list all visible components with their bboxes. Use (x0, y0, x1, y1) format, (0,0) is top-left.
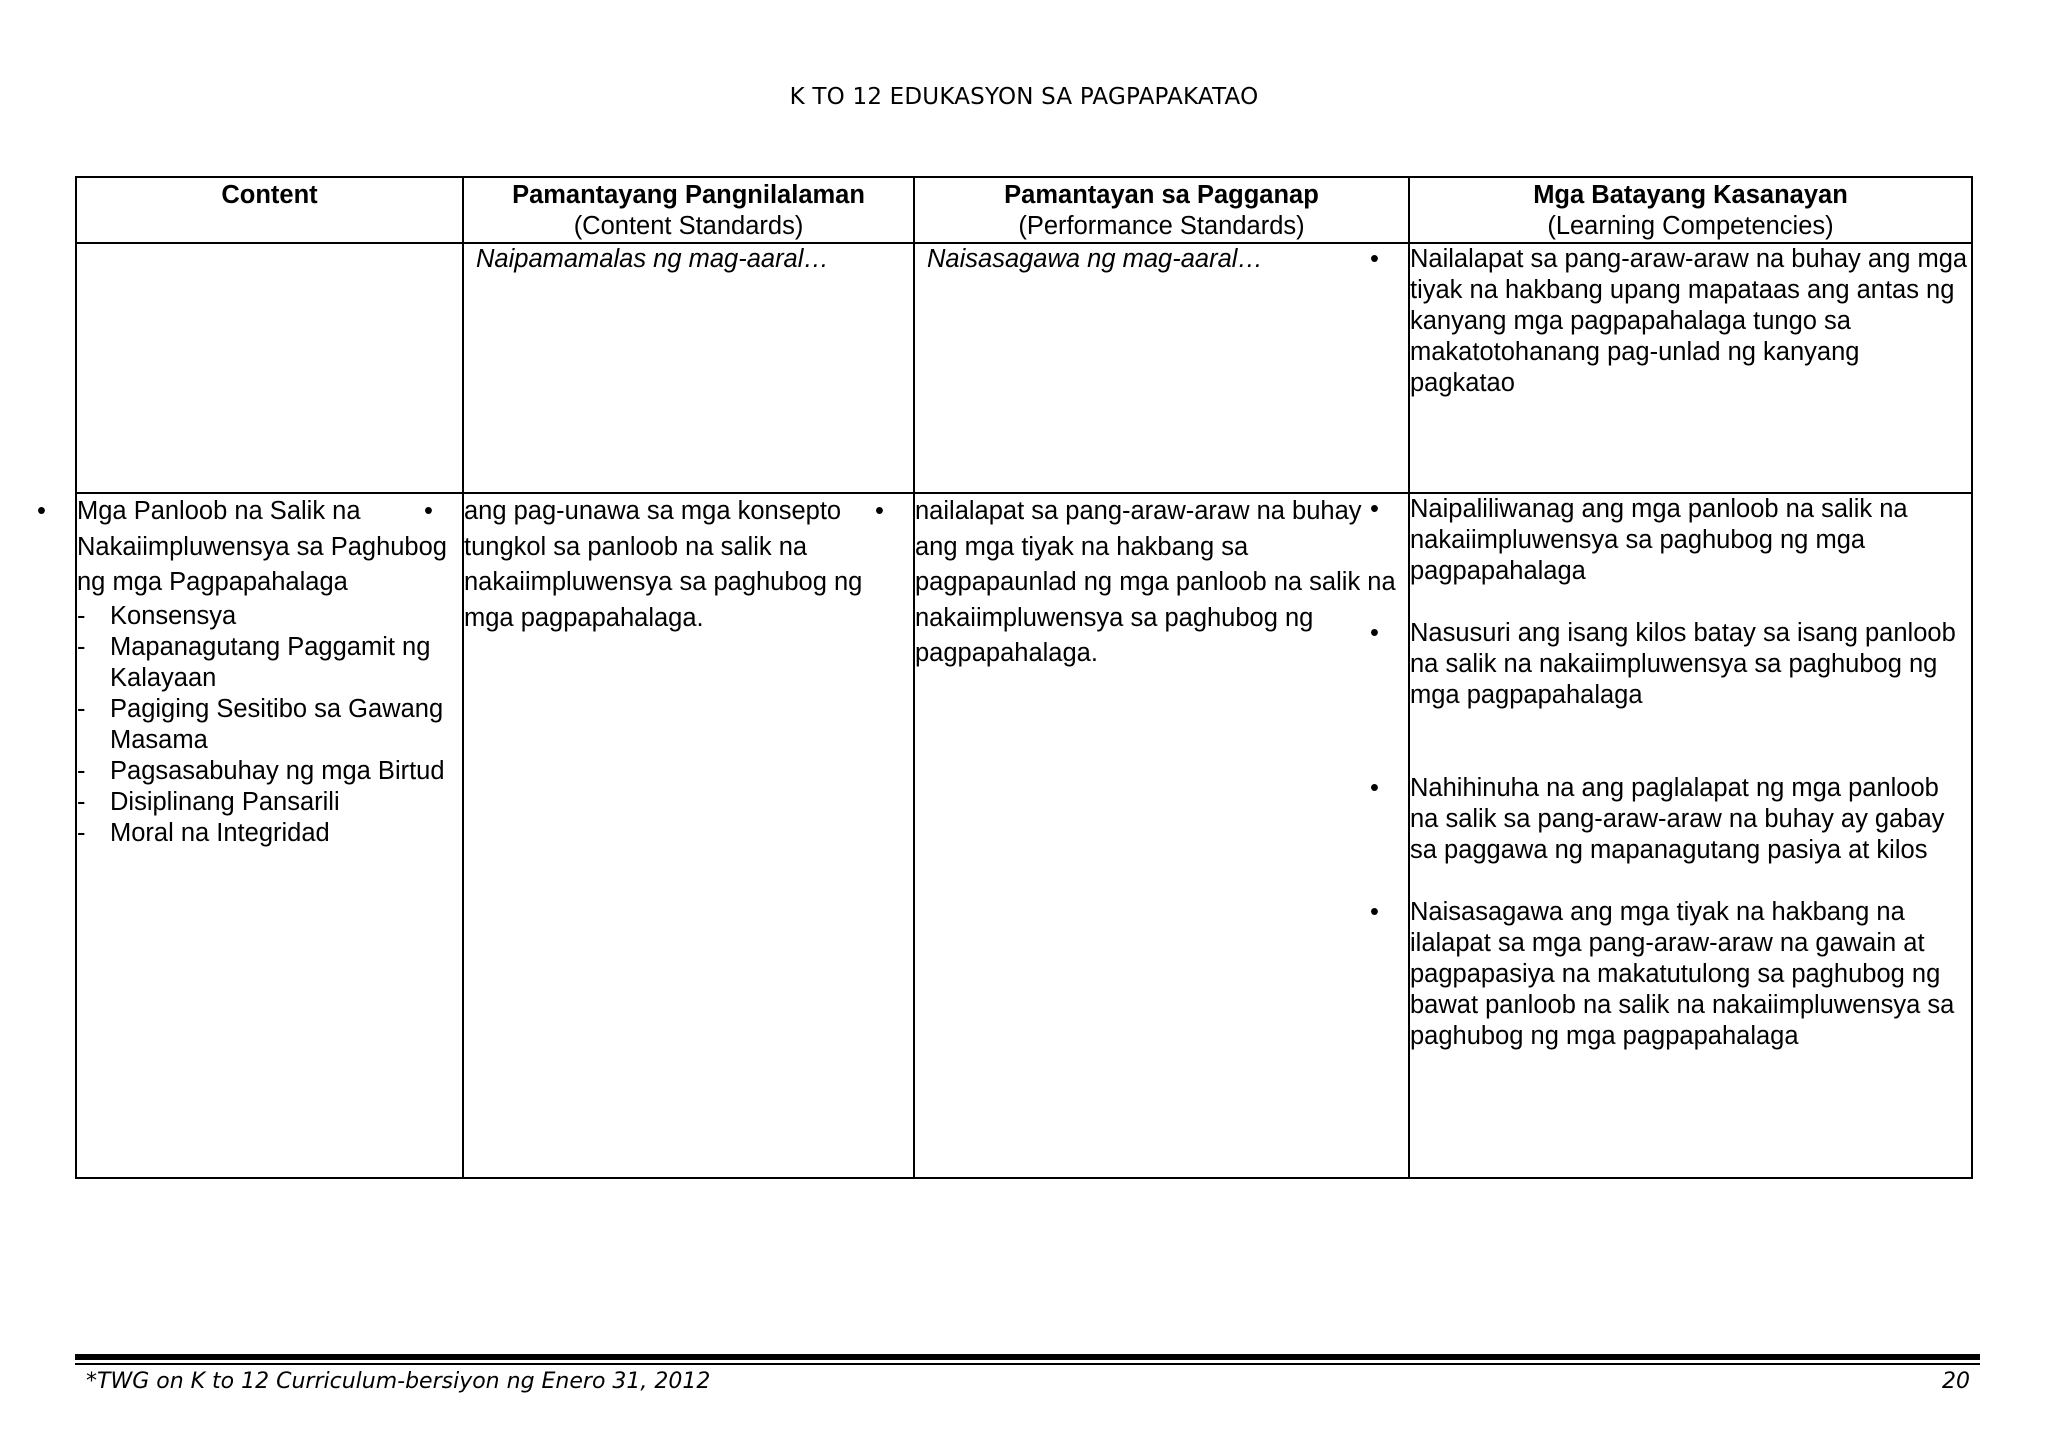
column-header-sub: (Content Standards) (573, 212, 804, 240)
subtopic-text: Pagsasabuhay ng mga Birtud (110, 756, 445, 785)
competency-text: Nahihinuha na ang paglalapat ng mga panloob na salik sa pang-araw-araw na buhay ay gabay sa paggawa ng mapanagutang pasiya at kilos (1410, 774, 1945, 864)
dash-icon: - (77, 694, 86, 723)
list-item (77, 632, 462, 694)
subtopic-text: Konsensya (110, 601, 237, 630)
list-item (77, 787, 462, 818)
list-item (1370, 618, 1971, 711)
column-header-main: Pamantayan sa Pagganap (1004, 181, 1319, 209)
content-cell (76, 243, 463, 493)
table-row (76, 243, 1972, 493)
competencies-cell (1370, 243, 1972, 493)
page-number: 20 (1942, 1369, 1970, 1394)
competency-text: Nasusuri ang isang kilos batay sa isang panloob na salik na nakaiimpluwensya sa paghubog ng mga pagpapahalaga (1410, 619, 1956, 709)
content-list (37, 494, 462, 849)
competency-text: Nailalapat sa pang-araw-araw na buhay ang mga tiyak na hakbang upang mapataas ang antas ng kanyang mga pagpapahalaga tungo sa makatotohanang pag-unlad ng kanyang pagkatao (1410, 245, 1968, 397)
performance-standards-intro: Naisasagawa ng mag-aaral… (927, 245, 1263, 273)
subtopic-text: Mapanagutang Paggamit ng Kalayaan (110, 632, 431, 692)
competency-text: Naipaliliwanag ang mga panloob na salik na nakaiimpluwensya sa paghubog ng mga pagpapahalaga (1410, 495, 1908, 585)
competency-text: Naisasagawa ang mga tiyak na hakbang na ilalapat sa mga pang-araw-araw na gawain at pagpapasiya na makatutulong sa paghubog ng bawat panloob na salik na nakaiimpluwensya sa paghubog ng mga pagpapahalaga (1410, 898, 1955, 1050)
competency-list (1370, 494, 1971, 1052)
column-header-sub: (Performance Standards) (1018, 212, 1305, 240)
list-item (1370, 244, 1971, 399)
table-row (76, 493, 1972, 1178)
dash-icon: - (77, 818, 86, 847)
bullet-icon: • (1370, 898, 1379, 926)
dash-icon: - (77, 632, 86, 661)
subtopic-list (77, 601, 462, 849)
list-item (77, 756, 462, 787)
performance-standard-text: nailalapat sa pang-araw-araw na buhay ang mga tiyak na hakbang sa pagpapaunlad ng mga panloob na salik na nakaiimpluwensya sa paghubog ng pagpapahalaga. (915, 497, 1396, 667)
list-item (77, 818, 462, 849)
competencies-cell (1370, 493, 1972, 1178)
column-header-content-standards (463, 177, 914, 243)
content-standards-intro: Naipamamalas ng mag-aaral… (476, 245, 829, 273)
dash-icon: - (77, 756, 86, 785)
content-standards-list (424, 494, 913, 636)
column-header-learning-competencies (1409, 177, 1972, 243)
list-item (1370, 773, 1971, 866)
performance-standards-cell (914, 243, 1409, 493)
bullet-icon: • (424, 497, 433, 525)
column-header-main: Pamantayang Pangnilalaman (512, 181, 865, 209)
footer-divider-thin (75, 1363, 1980, 1365)
column-header-main: Content (221, 181, 318, 209)
dash-icon: - (77, 787, 86, 816)
list-item (1370, 897, 1971, 1052)
bullet-icon: • (1370, 245, 1379, 273)
bullet-icon: • (37, 497, 46, 525)
list-item (37, 494, 462, 849)
curriculum-table (37, 176, 1973, 1179)
content-topic: Mga Panloob na Salik na Nakaiimpluwensya sa Paghubog ng mga Pagpapahalaga (77, 497, 447, 596)
content-standard-text: ang pag-unawa sa mga konsepto tungkol sa panloob na salik na nakaiimpluwensya sa paghubog ng mga pagpapahalaga. (464, 497, 863, 632)
bullet-icon: • (875, 497, 884, 525)
list-item (424, 494, 913, 636)
list-item (1370, 494, 1971, 587)
page-title: K TO 12 EDUKASYON SA PAGPAPAKATAO (789, 84, 1259, 110)
subtopic-text: Moral na Integridad (110, 818, 330, 847)
column-header-sub: (Learning Competencies) (1547, 212, 1834, 240)
performance-standards-list (875, 494, 1408, 672)
bullet-icon: • (1370, 774, 1379, 802)
list-item (77, 601, 462, 632)
column-header-main: Mga Batayang Kasanayan (1533, 181, 1848, 209)
table-header-row (76, 177, 1972, 243)
content-cell (37, 493, 463, 1178)
content-standards-cell (424, 493, 914, 1178)
competency-list (1370, 244, 1971, 399)
column-header-performance-standards (914, 177, 1409, 243)
bullet-icon: • (1370, 619, 1379, 647)
column-header-content (76, 177, 463, 243)
list-item (875, 494, 1408, 672)
subtopic-text: Disiplinang Pansarili (110, 787, 340, 816)
list-item (77, 694, 462, 756)
footer-note: *TWG on K to 12 Curriculum-bersiyon ng Enero 31, 2012 (86, 1369, 711, 1394)
footer-divider-thick (75, 1354, 1980, 1360)
subtopic-text: Pagiging Sesitibo sa Gawang Masama (110, 694, 444, 754)
dash-icon: - (77, 601, 86, 630)
performance-standards-cell (875, 493, 1409, 1178)
content-standards-cell (463, 243, 914, 493)
bullet-icon: • (1370, 495, 1379, 523)
